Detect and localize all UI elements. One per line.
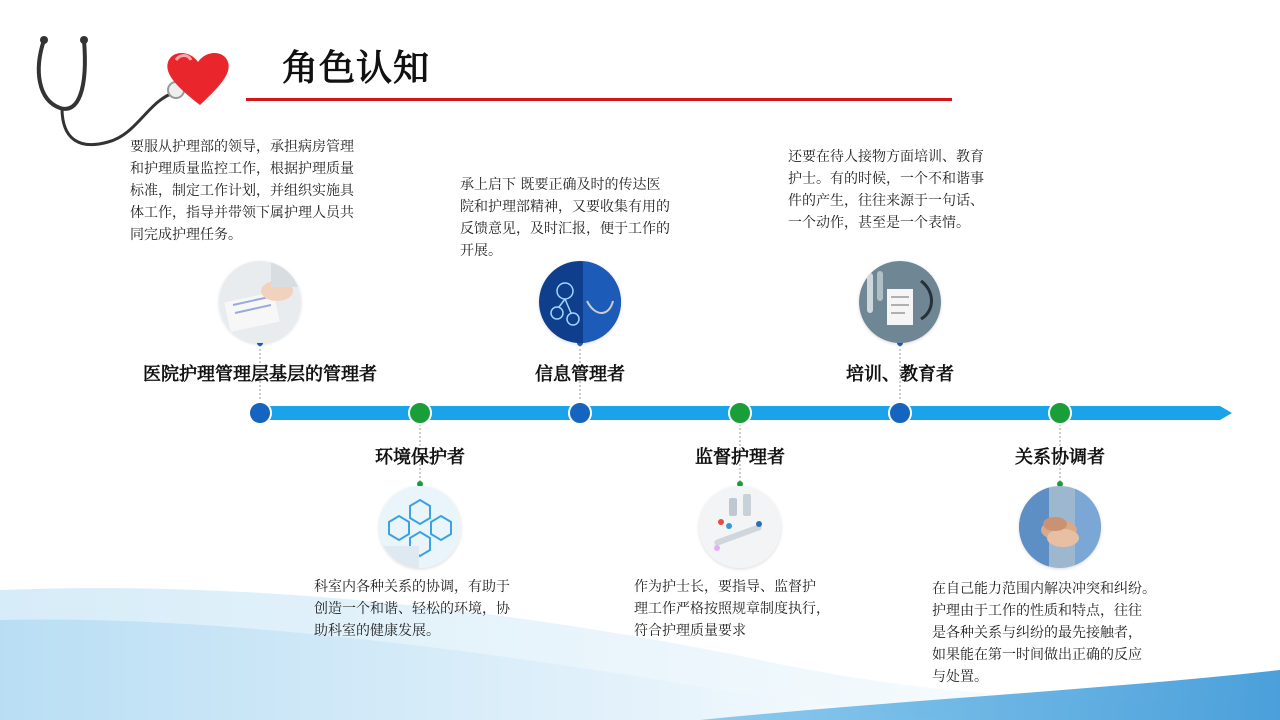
role-3-desc-line: 承上启下 既要正确及时的传达医 (460, 177, 661, 193)
role-1-desc-line: 体工作，指导并带领下属护理人员共 (130, 205, 354, 221)
role-6-desc-line: 在自己能力范围内解决冲突和纠纷。 (932, 581, 1156, 597)
role-6-desc-line: 护理由于工作的性质和特点，往往 (932, 603, 1142, 619)
timeline-node-1 (249, 402, 271, 424)
role-2-desc-line: 助科室的健康发展。 (314, 623, 440, 639)
role-2-description (314, 576, 510, 642)
timeline-node-4 (729, 402, 751, 424)
role-3-desc-line: 反馈意见，及时汇报，便于工作的 (460, 221, 670, 237)
role-3-photo (539, 261, 621, 343)
role-3-description (460, 174, 670, 262)
role-6-desc-line: 如果能在第一时间做出正确的反应 (932, 647, 1142, 663)
timeline-node-5 (889, 402, 911, 424)
role-5-desc-line: 护士。有的时候，一个不和谐事 (788, 171, 984, 187)
role-3-desc-line: 院和护理部精神，又要收集有用的 (460, 199, 670, 215)
role-4-photo (699, 486, 781, 568)
role-1-desc-line: 要服从护理部的领导，承担病房管理 (130, 139, 354, 155)
role-2-desc-line: 科室内各种关系的协调，有助于 (314, 579, 510, 595)
role-4-title: 监督护理者 (695, 447, 785, 468)
role-6-title: 关系协调者 (1015, 447, 1105, 468)
role-1-desc-line: 标准，制定工作计划，并组织实施具 (130, 183, 354, 199)
role-1-photo (219, 261, 301, 343)
role-2-desc-line: 创造一个和谐、轻松的环境，协 (314, 601, 510, 617)
role-1-title: 医院护理管理层基层的管理者 (143, 364, 377, 385)
role-5-desc-line: 一个动作，甚至是一个表情。 (788, 215, 970, 231)
role-6-desc-line: 是各种关系与纠纷的最先接触者， (932, 625, 1142, 641)
role-4-desc-line: 符合护理质量要求 (634, 623, 746, 639)
role-5-photo (859, 261, 941, 343)
role-6-desc-line: 与处置。 (932, 669, 988, 685)
role-3-desc-line: 开展。 (460, 243, 502, 259)
role-1-desc-line: 和护理质量监控工作，根据护理质量 (130, 161, 354, 177)
role-4-desc-line: 理工作严格按照规章制度执行， (634, 601, 830, 617)
role-6-description (932, 578, 1156, 688)
role-5-desc-line: 还要在待人接物方面培训、教育 (788, 149, 984, 165)
role-4-description (634, 576, 830, 642)
role-5-description (788, 146, 984, 234)
role-2-photo (379, 486, 461, 568)
role-1-desc-line: 同完成护理任务。 (130, 227, 242, 243)
role-5-title: 培训、教育者 (846, 364, 954, 385)
timeline-node-6 (1049, 402, 1071, 424)
timeline-node-2 (409, 402, 431, 424)
role-2-title: 环境保护者 (375, 447, 465, 468)
role-3-title: 信息管理者 (535, 364, 625, 385)
role-4-desc-line: 作为护士长，要指导、监督护 (634, 579, 816, 595)
role-1-description (130, 136, 354, 246)
page-title: 角色认知 (282, 48, 431, 89)
timeline-node-3 (569, 402, 591, 424)
role-5-desc-line: 件的产生，往往来源于一句话、 (788, 193, 984, 209)
role-6-photo (1019, 486, 1101, 568)
